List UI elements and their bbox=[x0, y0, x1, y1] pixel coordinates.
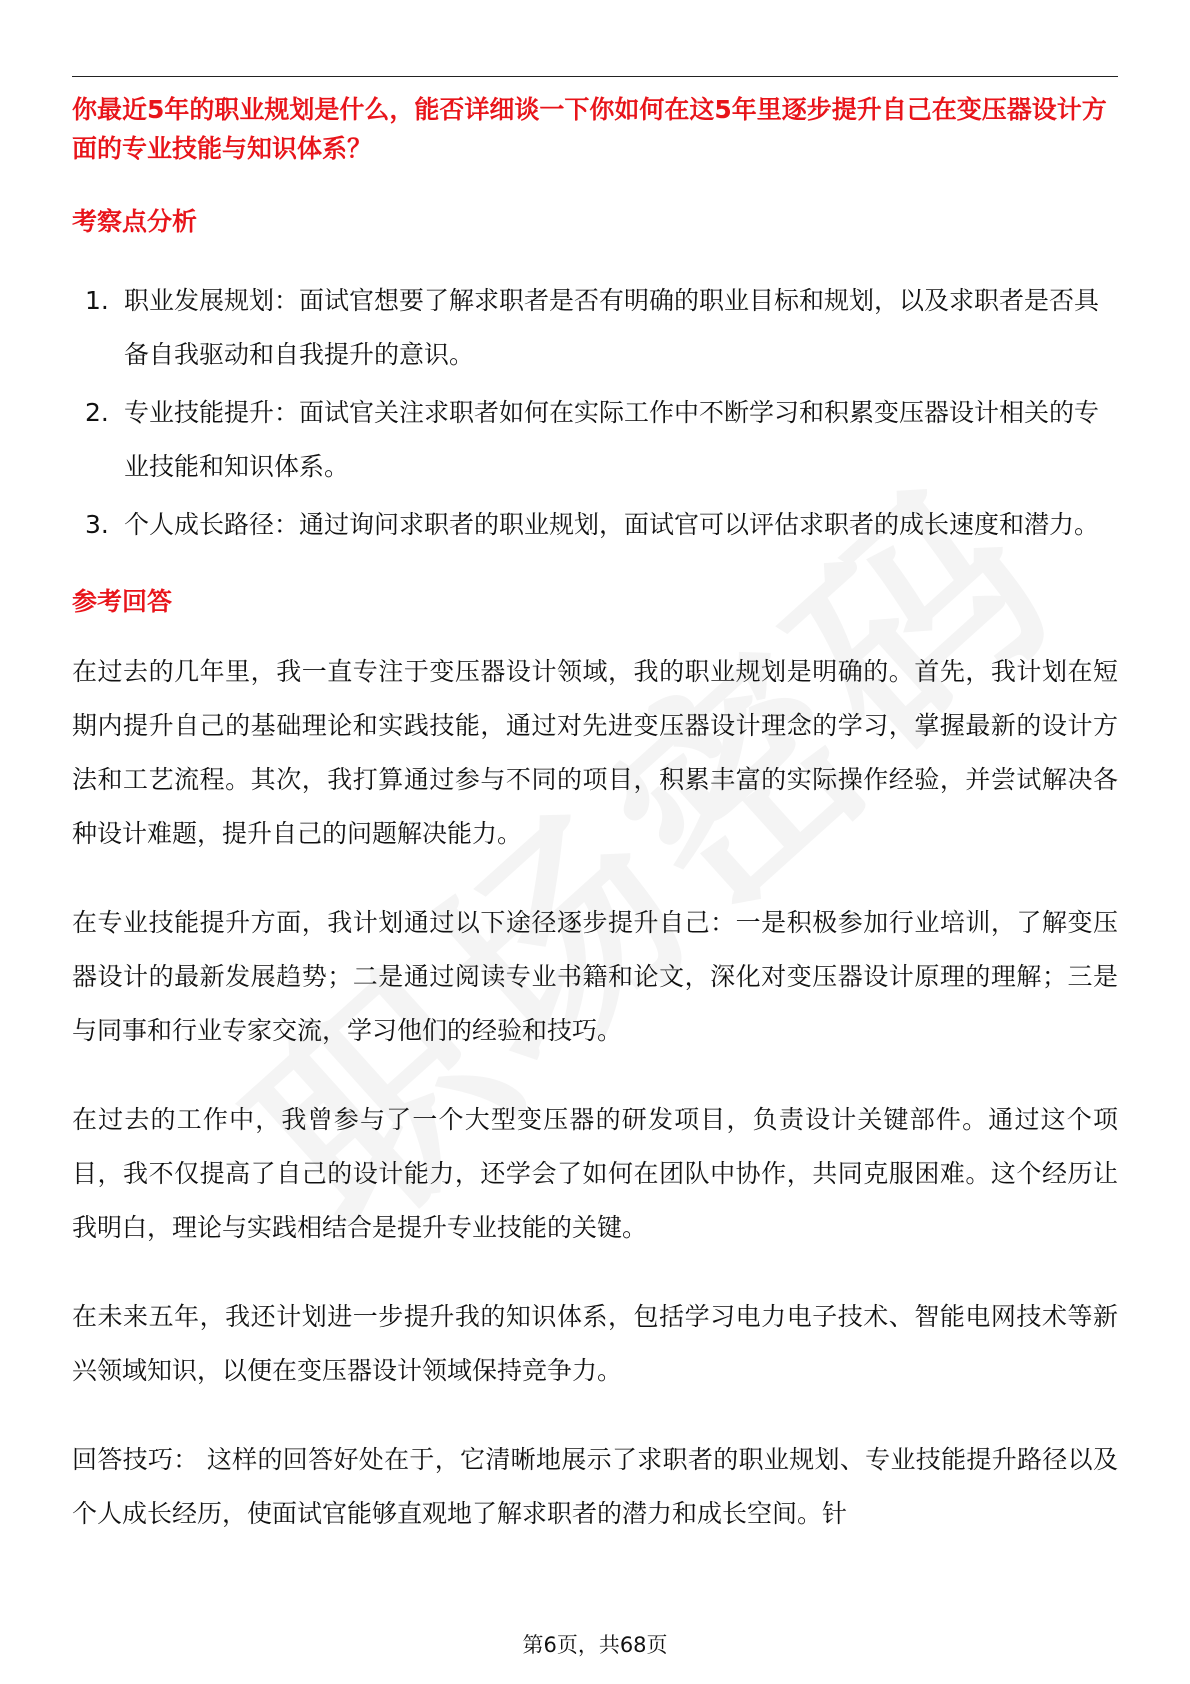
answer-paragraph: 在专业技能提升方面，我计划通过以下途径逐步提升自己：一是积极参加行业培训，了解变压器设计的最新发展趋势；二是通过阅读专业书籍和论文，深化对变压器设计原理的理解；三是与同事和行业专家交流，学习他们的经验和技巧。 bbox=[72, 908, 1118, 1045]
analysis-list bbox=[72, 274, 1118, 552]
list-item-number: 2. bbox=[85, 398, 109, 427]
answer-title: 参考回答 bbox=[72, 587, 173, 616]
page-number: 第6页，共68页 bbox=[522, 1633, 668, 1657]
list-item-text: 专业技能提升：面试官关注求职者如何在实际工作中不断学习和积累变压器设计相关的专业技能和知识体系。 bbox=[124, 398, 1100, 481]
list-item bbox=[72, 386, 1118, 494]
answer-paragraph: 在未来五年，我还计划进一步提升我的知识体系，包括学习电力电子技术、智能电网技术等新兴领域知识，以便在变压器设计领域保持竞争力。 bbox=[72, 1302, 1118, 1385]
question-heading: 你最近5年的职业规划是什么，能否详细谈一下你如何在这5年里逐步提升自己在变压器设计方面的专业技能与知识体系？ bbox=[72, 95, 1107, 163]
header-rule bbox=[72, 76, 1118, 77]
answer-paragraph: 在过去的工作中，我曾参与了一个大型变压器的研发项目，负责设计关键部件。通过这个项目，我不仅提高了自己的设计能力，还学会了如何在团队中协作，共同克服困难。这个经历让我明白，理论与实践相结合是提升专业技能的关键。 bbox=[72, 1105, 1118, 1242]
list-item-text: 个人成长路径：通过询问求职者的职业规划，面试官可以评估求职者的成长速度和潜力。 bbox=[124, 510, 1100, 539]
list-item-text: 职业发展规划：面试官想要了解求职者是否有明确的职业目标和规划，以及求职者是否具备自我驱动和自我提升的意识。 bbox=[124, 286, 1100, 369]
answer-tips-paragraph: 回答技巧： 这样的回答好处在于，它清晰地展示了求职者的职业规划、专业技能提升路径以及个人成长经历，使面试官能够直观地了解求职者的潜力和成长空间。针 bbox=[72, 1445, 1118, 1528]
analysis-title: 考察点分析 bbox=[72, 207, 198, 236]
list-item-number: 1. bbox=[85, 286, 109, 315]
list-item bbox=[72, 274, 1118, 382]
list-item bbox=[72, 498, 1118, 552]
answer-paragraph: 在过去的几年里，我一直专注于变压器设计领域，我的职业规划是明确的。首先，我计划在短期内提升自己的基础理论和实践技能，通过对先进变压器设计理念的学习，掌握最新的设计方法和工艺流程。其次，我打算通过参与不同的项目，积累丰富的实际操作经验，并尝试解决各种设计难题，提升自己的问题解决能力。 bbox=[72, 657, 1118, 848]
list-item-number: 3. bbox=[85, 510, 109, 539]
page-content bbox=[72, 90, 1118, 1541]
